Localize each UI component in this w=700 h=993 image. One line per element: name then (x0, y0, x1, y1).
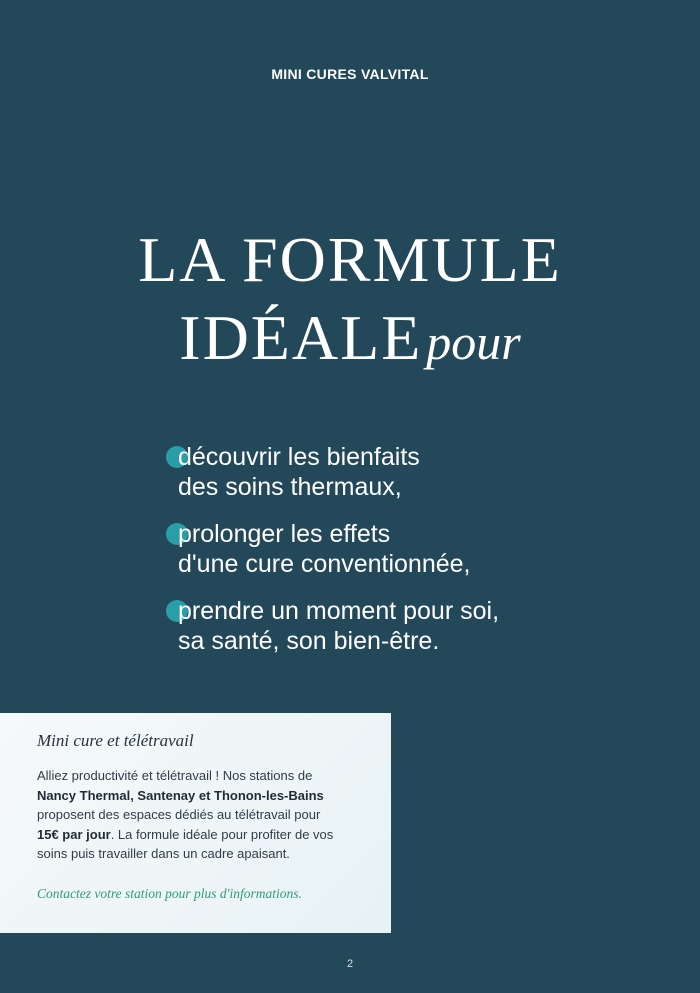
box-price: 15€ par jour (37, 826, 111, 842)
headline-line-2-wrap (0, 300, 700, 380)
benefit-text (178, 519, 666, 579)
box-stations: Nancy Thermal, Santenay et Thonon-les-Bains (37, 787, 324, 803)
benefit-line: des soins thermaux, (178, 473, 402, 501)
benefit-item (166, 596, 666, 656)
box-cta: Contactez votre station pour plus d'informations. (37, 885, 302, 901)
benefit-line: d'une cure conventionnée, (178, 550, 471, 578)
benefit-text (178, 442, 666, 502)
headline-accent: pour (426, 314, 521, 370)
box-text-1: Alliez productivité et télétravail ! Nos stations de (37, 768, 313, 783)
page-headline (0, 222, 700, 380)
box-body (37, 766, 367, 864)
benefit-list (166, 442, 666, 673)
benefit-line: découvrir les bienfaits (178, 443, 420, 471)
benefit-item (166, 442, 666, 502)
box-text-3: . La formule idéale pour profiter de vos soins puis travailler dans un cadre apaisant. (37, 826, 334, 861)
page-kicker: MINI CURES VALVITAL (271, 66, 429, 82)
telework-info-box (0, 713, 391, 933)
page-number: 2 (346, 958, 354, 970)
box-text-2: proposent des espaces dédiés au télétravail pour (37, 807, 321, 822)
benefit-line: prolonger les effets (178, 520, 391, 548)
benefit-text (178, 596, 666, 656)
box-title: Mini cure et télétravail (37, 731, 194, 750)
benefit-line: sa santé, son bien-être. (178, 627, 440, 655)
benefit-line: prendre un moment pour soi, (178, 597, 500, 625)
headline-line-2: IDÉALE (179, 302, 423, 373)
headline-line-1: LA FORMULE (138, 224, 562, 295)
benefit-item (166, 519, 666, 579)
